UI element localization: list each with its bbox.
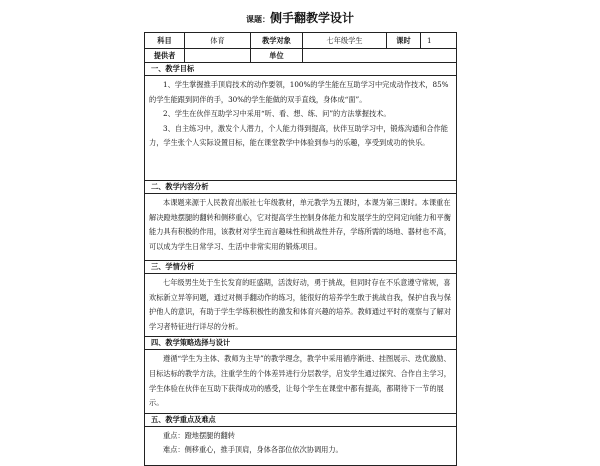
section-students-heading-row xyxy=(145,261,457,274)
lesson-plan-table xyxy=(144,32,457,466)
subject-label: 科目 xyxy=(145,33,185,49)
unit-label: 单位 xyxy=(251,49,303,63)
section-students-heading: 三、学情分析 xyxy=(145,261,457,274)
section-students-content-row xyxy=(145,274,457,337)
section-content-heading-row xyxy=(145,181,457,194)
section-goals-content xyxy=(145,76,457,181)
section-goals-heading-row xyxy=(145,63,457,76)
section-content-content-row xyxy=(145,194,457,261)
unit-value xyxy=(303,49,457,63)
section-students-content xyxy=(145,274,457,337)
section-goals-content-row xyxy=(145,76,457,181)
section-strategy-heading: 四、教学策略选择与设计 xyxy=(145,337,457,350)
title-prefix: 课题： xyxy=(245,14,270,24)
goals-paragraph-1: 1、学生掌握推手顶肩技术的动作要领，100%的学生能在互助学习中完成动作技术，85%的学生能跟到同伴的手，30%的学生能做的双手直线，身体成“面”。 xyxy=(149,80,449,104)
section-keypoints-heading: 五、教学重点及难点 xyxy=(145,413,457,426)
provider-value xyxy=(185,49,251,63)
info-row-2 xyxy=(145,49,457,63)
section-keypoints-content-row xyxy=(145,426,457,465)
lesson-plan-sheet xyxy=(144,0,456,455)
content-paragraph-1: 本课题来源于人民教育出版社七年级教材，单元教学为五课时，本课为第三课时。本课重在解决蹬地摆腿的翻转和侧移重心，它对提高学生控制身体能力和发展学生的空间定向能力和平衡能力具有积极的作用，该教材对学生而言趣味性和挑战性并存，学练所需的场地、器材也不高，可以成为学生日常学习、生活中非常实用的锻炼项目。 xyxy=(149,198,451,251)
subject-value: 体育 xyxy=(185,33,251,49)
section-keypoints-heading-row xyxy=(145,413,457,426)
section-strategy-content-row xyxy=(145,350,457,413)
students-paragraph-1: 七年级男生处于生长发育的旺盛期，活泼好动，勇于挑战，但同时存在不乐意遵守常规，喜欢标新立异等问题，通过对侧手翻动作的练习，能很好的培养学生敢于挑战自我，保护自我与保护他人的意识，有助于学生学练积极性的激发和体育兴趣的培养。教师通过平时的观察与了解对学习者特征进行详尽的分析。 xyxy=(149,278,451,331)
goals-paragraph-3: 3、自主练习中，激发个人潜力，个人能力得到提高，伙伴互助学习中，锻炼沟通和合作能力，学生张个人实际设置目标，能在课堂教学中体验到参与的乐趣，享受到成功的快乐。 xyxy=(149,123,448,148)
strategy-paragraph-1: 遵循“学生为主体、教师为主导”的教学理念，教学中采用循序渐进、挂图展示、迭优激励、目标达标的教学方法，注重学生的个体差异进行分层教学，启发学生通过探究、合作自主学习，学生体验在伙伴在互助下获得成功的感受，让每个学生在课堂中都有提高，都期待下一节的展示。 xyxy=(149,354,451,408)
section-goals-heading: 一、教学目标 xyxy=(145,63,457,76)
section-strategy-heading-row xyxy=(145,337,457,350)
section-keypoints-content xyxy=(145,426,457,465)
audience-value: 七年级学生 xyxy=(303,33,387,49)
title-main: 侧手翻教学设计 xyxy=(269,11,354,25)
section-strategy-content xyxy=(145,350,457,413)
provider-label: 提供者 xyxy=(145,49,185,63)
goals-paragraph-2: 2、学生在伙伴互助学习中采用“听、看、想、练、问”的方法掌握技术。 xyxy=(163,109,391,119)
hours-label: 课时 xyxy=(387,33,421,49)
section-content-heading: 二、教学内容分析 xyxy=(145,181,457,194)
section-content-content xyxy=(145,194,457,261)
keypoints-difficulty: 难点：侧移重心，推手顶肩，身体各部位依次协调用力。 xyxy=(163,445,343,455)
audience-label: 教学对象 xyxy=(251,33,303,49)
keypoints-focus: 重点：蹬地摆腿的翻转 xyxy=(163,430,235,440)
hours-value: 1 xyxy=(421,33,457,49)
info-row-1 xyxy=(145,33,457,49)
document-title xyxy=(144,2,456,32)
